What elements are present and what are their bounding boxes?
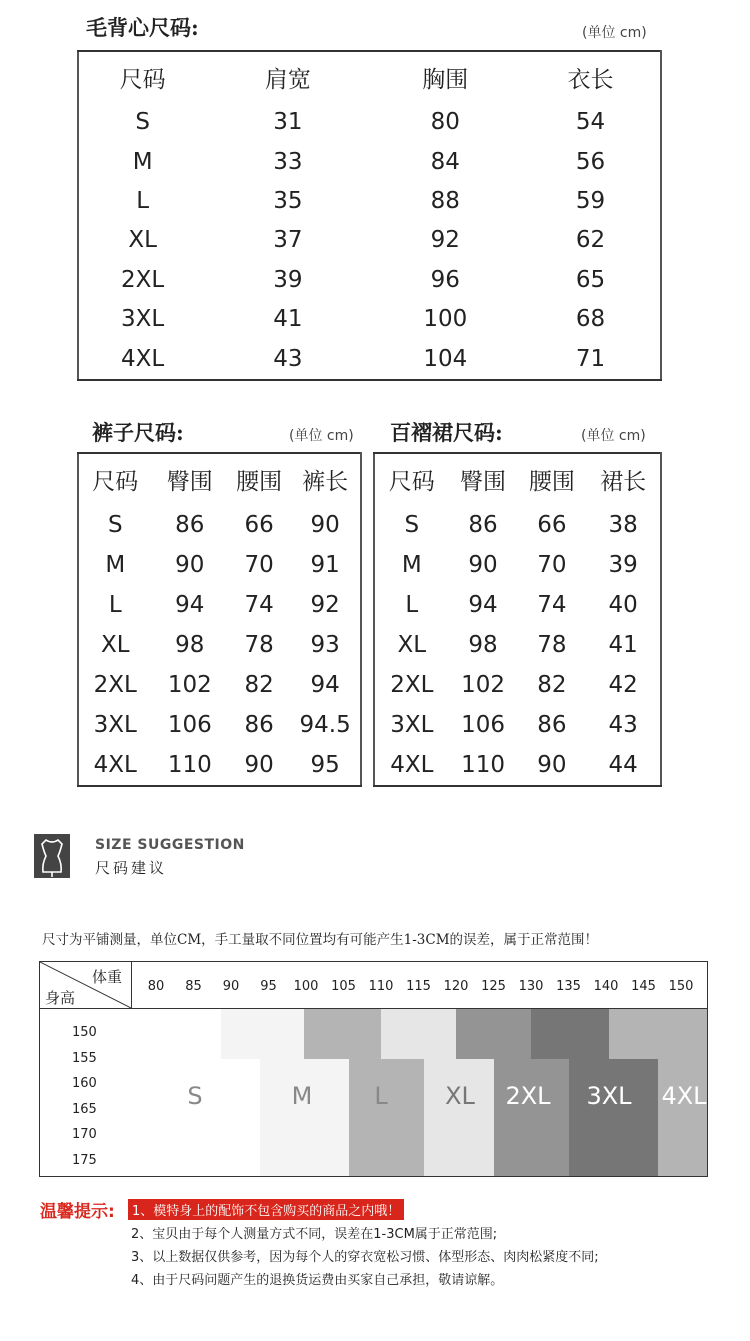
- table-cell: 43: [273, 345, 303, 372]
- table-header-cell: 腰围: [528, 469, 575, 496]
- table-row: [374, 545, 661, 585]
- grid-block: [381, 1009, 456, 1059]
- table-cell: 98: [468, 631, 498, 658]
- table-cell: 74: [537, 591, 567, 618]
- table-cell: XL: [397, 631, 427, 658]
- table-row: [78, 103, 661, 142]
- table-cell: L: [405, 591, 419, 618]
- table-cell: 90: [244, 751, 274, 778]
- table-cell: 40: [608, 591, 638, 618]
- weight-label: 125: [481, 979, 506, 994]
- weight-label: 120: [443, 979, 469, 994]
- table-cell: 65: [575, 266, 606, 293]
- grid-corner: [40, 962, 131, 1008]
- weight-label: 100: [293, 979, 319, 994]
- table-header-cell: 衣长: [567, 66, 614, 93]
- table-cell: 41: [273, 306, 303, 333]
- skirt-size-title: 百褶裙尺码:: [390, 420, 503, 445]
- table-cell: 82: [244, 671, 274, 698]
- table-row: [78, 221, 661, 260]
- table-cell: 66: [244, 512, 274, 539]
- table-cell: 95: [310, 751, 340, 778]
- table-cell: 70: [244, 552, 274, 578]
- weight-label: 135: [556, 979, 581, 994]
- table-cell: 102: [167, 671, 212, 698]
- table-cell: 96: [430, 266, 460, 293]
- grid-corner-divider: [131, 962, 132, 1008]
- grid-block-xl: [424, 1059, 494, 1177]
- grid-block-l: [349, 1059, 424, 1177]
- size-zone-label: M: [291, 1082, 313, 1110]
- table-cell: 78: [244, 631, 274, 658]
- table-cell: 31: [273, 109, 303, 136]
- table-cell: M: [401, 552, 422, 578]
- table-header-cell: 肩宽: [264, 66, 311, 93]
- size-zone-label: XL: [445, 1082, 475, 1110]
- tip-item-2: 2、宝贝由于每个人测量方式不同，误差在1-3CM属于正常范围;: [131, 1227, 498, 1242]
- table-cell: 39: [608, 552, 638, 578]
- grid-block: [304, 1009, 381, 1059]
- table-header-cell: 尺码: [119, 66, 166, 93]
- weight-label: 80: [147, 979, 165, 994]
- table-header-row: [78, 51, 661, 103]
- table-row: [374, 625, 661, 665]
- vest-unit-label: (单位 cm): [582, 25, 647, 41]
- table-row: [78, 505, 361, 545]
- grid-header-divider: [40, 1008, 708, 1009]
- weight-label: 130: [518, 979, 544, 994]
- table-cell: 41: [608, 631, 638, 658]
- table-header-cell: 臀围: [166, 469, 213, 496]
- height-label: 155: [72, 1050, 97, 1066]
- weight-label: 85: [185, 979, 202, 994]
- table-cell: 91: [310, 552, 340, 578]
- table-cell: 82: [537, 671, 567, 698]
- height-label: 165: [72, 1101, 97, 1117]
- size-suggestion-title-cn: 尺码建议: [95, 859, 168, 877]
- table-cell: 90: [310, 512, 340, 539]
- table-cell: 78: [537, 631, 567, 658]
- grid-block: [609, 1009, 708, 1059]
- height-label: 175: [72, 1152, 97, 1168]
- weight-label: 105: [331, 979, 356, 994]
- table-row: [374, 505, 661, 545]
- grid-block: [221, 1009, 304, 1059]
- size-zone-label: 3XL: [586, 1082, 632, 1110]
- table-header-cell: 胸围: [422, 66, 469, 93]
- table-cell: 4XL: [390, 751, 434, 778]
- table-cell: 86: [175, 512, 205, 539]
- measurement-note: 尺寸为平铺测量，单位CM，手工量取不同位置均有可能产生1-3CM的误差，属于正常范围！: [42, 932, 599, 948]
- table-cell: 3XL: [121, 306, 165, 333]
- table-cell: 94: [175, 591, 205, 618]
- table-cell: 94: [468, 591, 498, 618]
- table-cell: 86: [537, 711, 567, 738]
- table-cell: S: [135, 109, 150, 136]
- pants-unit-label: (单位 cm): [289, 428, 354, 444]
- table-cell: 2XL: [93, 671, 137, 698]
- corner-weight-label: 体重: [92, 968, 123, 986]
- table-row: [78, 142, 661, 181]
- table-cell: 106: [461, 711, 505, 738]
- size-suggestion-title-en: SIZE SUGGESTION: [95, 837, 245, 853]
- table-cell: 4XL: [93, 751, 137, 778]
- table-cell: 74: [244, 591, 274, 618]
- table-cell: 98: [175, 631, 205, 658]
- table-cell: 93: [310, 631, 340, 658]
- table-header-row: [374, 453, 661, 505]
- table-cell: 54: [575, 109, 606, 136]
- table-cell: 3XL: [93, 711, 137, 738]
- height-label: 160: [72, 1076, 97, 1091]
- table-row: [78, 300, 661, 339]
- table-cell: 80: [430, 109, 460, 136]
- size-zone-label: 2XL: [505, 1082, 551, 1110]
- tip-item-1: 1、模特身上的配饰不包含购买的商品之内哦！: [128, 1199, 404, 1220]
- grid-block: [456, 1009, 531, 1059]
- table-cell: 38: [608, 512, 638, 539]
- table-cell: 56: [575, 148, 606, 175]
- corner-height-label: 身高: [45, 989, 76, 1007]
- table-cell: 35: [273, 188, 303, 215]
- table-cell: 59: [575, 188, 606, 215]
- table-cell: 42: [608, 671, 638, 698]
- table-cell: 4XL: [121, 345, 165, 372]
- table-row: [78, 545, 361, 585]
- table-row: [374, 585, 661, 625]
- size-zone-label: S: [187, 1082, 203, 1110]
- table-row: [78, 585, 361, 625]
- grid-block-2xl: [494, 1059, 569, 1177]
- table-header-cell: 臀围: [460, 469, 507, 496]
- table-cell: 44: [608, 751, 638, 778]
- table-cell: 90: [468, 552, 498, 578]
- table-cell: M: [105, 552, 126, 578]
- table-row: [78, 625, 361, 665]
- grid-block: [531, 1009, 609, 1059]
- table-header-cell: 尺码: [92, 469, 139, 496]
- vest-size-title: 毛背心尺码:: [86, 15, 199, 40]
- skirt-unit-label: (单位 cm): [581, 428, 646, 444]
- table-cell: 66: [537, 512, 567, 539]
- weight-label: 150: [668, 979, 694, 994]
- table-cell: XL: [101, 631, 130, 658]
- table-cell: S: [107, 512, 123, 539]
- weight-label: 140: [593, 979, 619, 994]
- table-header-cell: 裤长: [302, 469, 349, 496]
- skirt-size-table: [373, 452, 662, 787]
- table-cell: S: [404, 512, 420, 539]
- table-row: [78, 260, 661, 299]
- table-cell: 84: [430, 148, 460, 175]
- tip-item-4: 4、由于尺码问题产生的退换货运费由买家自己承担，敬请谅解。: [131, 1273, 504, 1288]
- table-row: [374, 745, 661, 786]
- table-header-cell: 腰围: [236, 469, 283, 496]
- table-cell: 94.5: [299, 711, 351, 738]
- table-cell: 100: [423, 306, 468, 333]
- table-cell: 2XL: [390, 671, 434, 698]
- height-label: 170: [72, 1127, 97, 1142]
- table-cell: 106: [167, 711, 212, 738]
- table-cell: 86: [244, 711, 274, 738]
- table-cell: 2XL: [121, 266, 165, 293]
- table-row: [78, 339, 661, 380]
- table-cell: 92: [310, 591, 340, 618]
- table-cell: 104: [423, 345, 468, 372]
- table-row: [78, 705, 361, 745]
- table-row: [78, 181, 661, 220]
- pants-size-table: [77, 452, 362, 787]
- table-cell: L: [136, 188, 150, 215]
- table-header-cell: 尺码: [388, 469, 435, 496]
- table-cell: 110: [167, 751, 212, 778]
- table-cell: 70: [537, 552, 567, 578]
- table-cell: M: [132, 148, 153, 175]
- dress-form-icon: [34, 834, 70, 878]
- table-cell: 62: [575, 227, 606, 254]
- table-cell: 33: [273, 148, 303, 175]
- grid-block-m: [260, 1059, 349, 1177]
- size-zone-label: L: [374, 1082, 388, 1110]
- table-row: [78, 745, 361, 786]
- table-cell: XL: [128, 227, 157, 254]
- grid-block-4xl: [658, 1059, 708, 1177]
- size-zone-label: 4XL: [661, 1082, 707, 1110]
- grid-block-3xl: [569, 1059, 658, 1177]
- weight-label: 115: [406, 979, 431, 994]
- table-cell: 86: [468, 512, 498, 539]
- table-cell: 71: [575, 345, 606, 372]
- weight-label: 145: [631, 979, 656, 994]
- table-cell: 110: [461, 751, 505, 778]
- tip-item-3: 3、以上数据仅供参考，因为每个人的穿衣宽松习惯、体型形态、肉肉松紧度不同;: [131, 1250, 599, 1265]
- table-row: [374, 705, 661, 745]
- vest-size-table: [77, 50, 662, 381]
- table-header-row: [78, 453, 361, 505]
- height-label: 150: [72, 1025, 97, 1040]
- table-cell: 92: [430, 227, 460, 254]
- table-header-cell: 裙长: [600, 469, 647, 496]
- table-cell: 68: [575, 306, 606, 333]
- table-cell: 102: [461, 671, 505, 698]
- weight-label: 95: [260, 979, 277, 994]
- table-cell: 88: [430, 188, 460, 215]
- table-cell: 39: [273, 266, 303, 293]
- table-row: [78, 665, 361, 705]
- weight-label: 90: [222, 979, 240, 994]
- table-cell: 94: [310, 671, 340, 698]
- table-cell: 3XL: [390, 711, 434, 738]
- table-cell: 90: [537, 751, 567, 778]
- size-suggestion-grid: [39, 961, 708, 1177]
- table-cell: 90: [175, 552, 205, 578]
- table-cell: 37: [273, 227, 303, 254]
- table-cell: L: [108, 591, 122, 618]
- table-row: [374, 665, 661, 705]
- weight-label: 110: [368, 979, 394, 994]
- pants-size-title: 裤子尺码:: [92, 420, 184, 445]
- table-cell: 43: [608, 711, 638, 738]
- tips-title: 温馨提示:: [40, 1202, 115, 1222]
